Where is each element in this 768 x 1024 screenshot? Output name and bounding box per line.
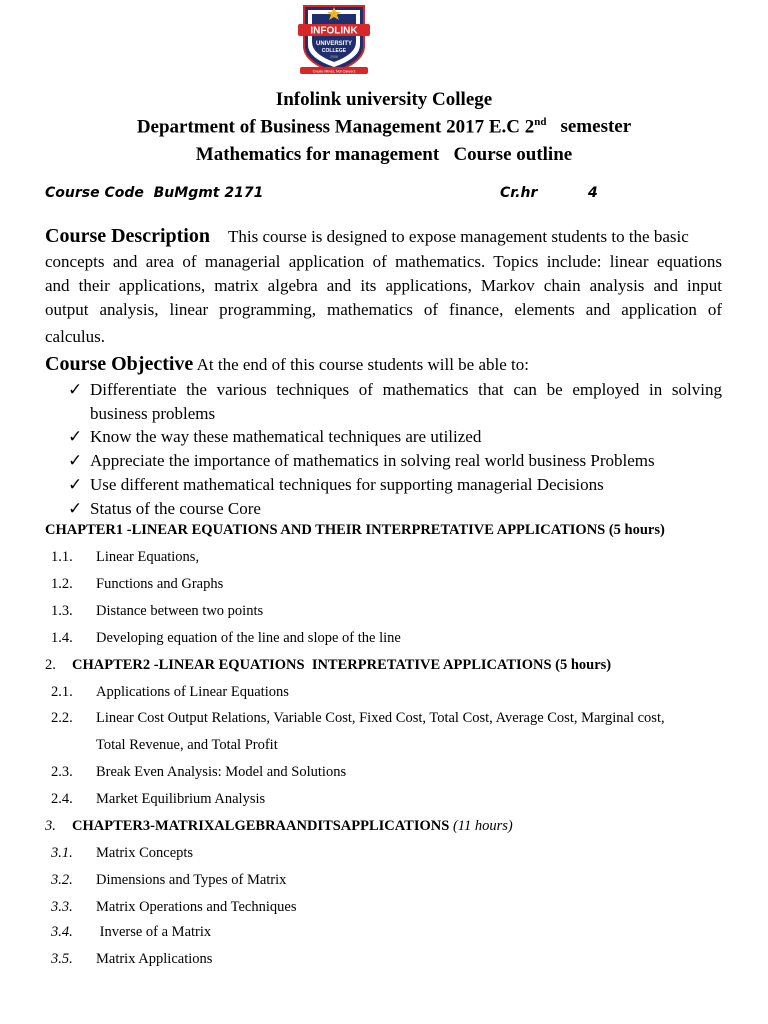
semester-word: semester bbox=[560, 116, 632, 138]
chapter-item: Distance between two points bbox=[96, 603, 264, 619]
description-line-1 bbox=[45, 224, 722, 249]
chapter-item: Dimensions and Types of Matrix bbox=[96, 872, 287, 888]
semester-ordinal: nd bbox=[534, 116, 547, 128]
objective-intro: At the end of this course students will be able to: bbox=[196, 355, 529, 374]
chapter-1-heading: CHAPTER1 -LINEAR EQUATIONS AND THEIR INTERPRETATIVE APPLICATIONS (5 hours) bbox=[45, 522, 665, 538]
description-line-5: calculus. bbox=[45, 327, 105, 346]
objective-item-text: Use different mathematical techniques for supporting managerial Decisions bbox=[90, 475, 604, 494]
check-icon: ✓ bbox=[68, 499, 83, 518]
objective-heading-line bbox=[45, 352, 722, 377]
item-number: 1.2. bbox=[51, 576, 73, 592]
course-outline-title: Mathematics for management Course outline bbox=[195, 144, 573, 165]
item-number: 1.1. bbox=[51, 549, 73, 565]
check-icon: ✓ bbox=[68, 451, 83, 470]
department-title bbox=[0, 116, 768, 138]
objective-item bbox=[68, 497, 722, 521]
chapter-item: Break Even Analysis: Model and Solutions bbox=[96, 764, 347, 780]
check-icon: ✓ bbox=[68, 475, 83, 494]
chapter-2-heading: CHAPTER2 -LINEAR EQUATIONS INTERPRETATIVE APPLICATIONS (5 hours) bbox=[72, 657, 612, 673]
credit-hour-label: Cr.hr bbox=[500, 185, 538, 201]
chapter-item: Linear Cost Output Relations, Variable Cost, Fixed Cost, Total Cost, Average Cost, Marginal cost, bbox=[96, 710, 665, 726]
objective-item-text: Appreciate the importance of mathematics in solving real world business Problems bbox=[90, 451, 655, 470]
objective-heading: Course Objective bbox=[45, 353, 194, 375]
check-icon: ✓ bbox=[68, 427, 83, 446]
objective-item-text: Know the way these mathematical techniques are utilized bbox=[90, 427, 482, 446]
chapter-item: Matrix Operations and Techniques bbox=[96, 899, 297, 915]
chapter-item: Inverse of a Matrix bbox=[96, 924, 212, 940]
chapter-item: Matrix Concepts bbox=[96, 845, 194, 861]
chapter-item: Applications of Linear Equations bbox=[96, 684, 289, 700]
objective-item bbox=[68, 449, 722, 473]
logo-year: 2006 bbox=[330, 55, 338, 59]
item-number: 3.3. bbox=[51, 899, 73, 915]
item-number: 2.2. bbox=[51, 710, 73, 726]
chapter-number: 2. bbox=[45, 657, 56, 673]
item-number: 1.3. bbox=[51, 603, 73, 619]
objective-item-text: Status of the course Core bbox=[90, 499, 261, 518]
item-number: 1.4. bbox=[51, 630, 73, 646]
chapter-number: 3. bbox=[45, 818, 56, 834]
logo-name: INFOLINK bbox=[310, 25, 358, 37]
description-heading: Course Description bbox=[45, 225, 210, 247]
chapter-item-continued: Total Revenue, and Total Profit bbox=[96, 737, 278, 753]
college-title: Infolink university College bbox=[275, 89, 493, 110]
chapter-item: Market Equilibrium Analysis bbox=[96, 791, 266, 807]
college-logo bbox=[296, 2, 372, 76]
description-text-1: This course is designed to expose management students to the basic bbox=[227, 227, 689, 246]
description-line-4: output analysis, linear programming, mathematics of finance, elements and application of bbox=[45, 300, 722, 319]
objective-item bbox=[68, 378, 722, 426]
item-number: 2.4. bbox=[51, 791, 73, 807]
chapter-item: Matrix Applications bbox=[96, 951, 213, 967]
chapter-item: Functions and Graphs bbox=[96, 576, 224, 592]
description-line-3: and their applications, matrix algebra and its applications, Markov chain analysis and input bbox=[45, 276, 722, 295]
course-code: Course Code BuMgmt 2171 bbox=[45, 185, 264, 201]
chapter-3-hours: (11 hours) bbox=[452, 818, 513, 834]
chapter-3-heading bbox=[72, 818, 513, 835]
logo-line2: COLLEGE bbox=[321, 48, 347, 54]
department-title-text: Department of Business Management 2017 E.C 2 bbox=[136, 116, 535, 138]
chapter-3-title: CHAPTER3-MATRIXALGEBRAANDITSAPPLICATIONS bbox=[72, 818, 450, 834]
objective-item-text: Differentiate the various techniques of mathematics that can be employed in solving business problems bbox=[90, 380, 722, 423]
check-icon: ✓ bbox=[68, 380, 83, 399]
objective-item bbox=[68, 425, 722, 449]
item-number: 2.1. bbox=[51, 684, 73, 700]
chapter-item: Developing equation of the line and slope of the line bbox=[96, 630, 401, 646]
chapter-item: Linear Equations, bbox=[96, 549, 200, 565]
logo-tagline: Create Minds, Not Careers bbox=[312, 69, 356, 74]
item-number: 3.2. bbox=[51, 872, 73, 888]
item-number: 3.5. bbox=[51, 951, 73, 967]
description-line-2: concepts and area of managerial application of mathematics. Topics include: linear equations bbox=[45, 252, 722, 271]
item-number: 3.4. bbox=[51, 924, 73, 940]
logo-line1: UNIVERSITY bbox=[315, 41, 353, 47]
item-number: 2.3. bbox=[51, 764, 73, 780]
item-number: 3.1. bbox=[51, 845, 73, 861]
credit-hour-value: 4 bbox=[588, 185, 598, 201]
objective-item bbox=[68, 473, 722, 497]
